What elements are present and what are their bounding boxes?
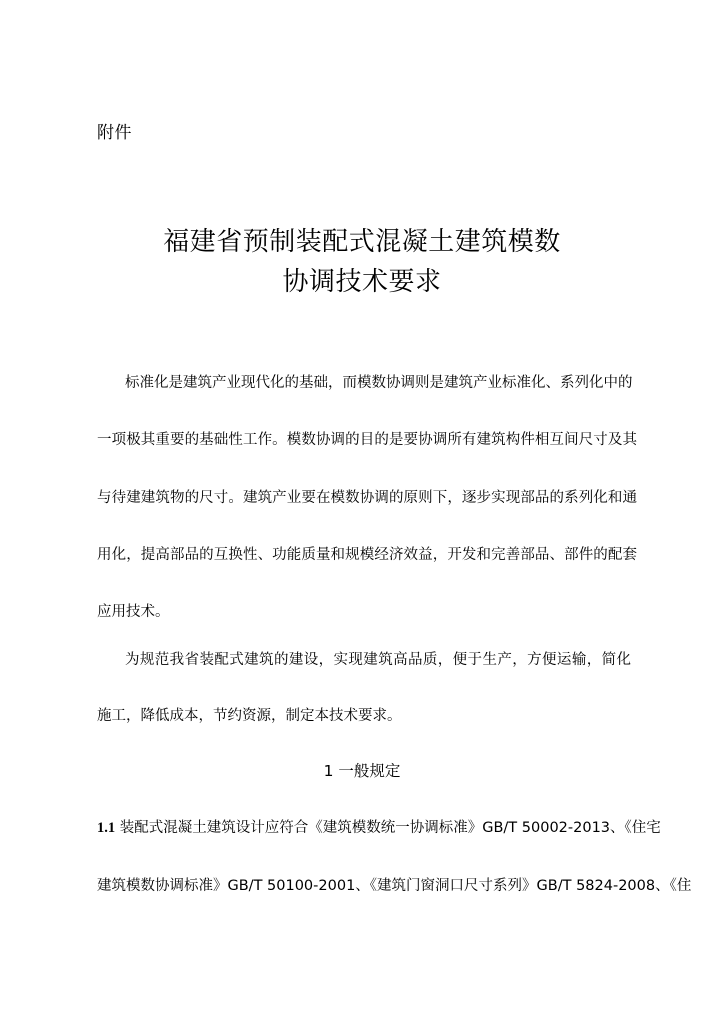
clause-1-1-line xyxy=(97,818,661,838)
section-heading: 1 一般规定 xyxy=(323,762,401,780)
document-title-line-1: 福建省预制装配式混凝土建筑模数 xyxy=(163,227,561,257)
paragraph-line: 标准化是建筑产业现代化的基础，而模数协调则是建筑产业标准化、系列化中的 xyxy=(125,375,633,391)
paragraph-line: 与待建建筑物的尺寸。建筑产业要在模数协调的原则下，逐步实现部品的系列化和通 xyxy=(97,490,637,506)
paragraph-line: 应用技术。 xyxy=(97,604,170,620)
paragraph-line: 一项极其重要的基础性工作。模数协调的目的是要协调所有建筑构件相互间尺寸及其 xyxy=(97,432,637,448)
paragraph-line: 施工，降低成本，节约资源，制定本技术要求。 xyxy=(97,708,402,724)
clause-1-1-line: 建筑模数协调标准》GB/T 50100-2001、《建筑门窗洞口尺寸系列》GB/T 5824-2008、《住 xyxy=(97,878,692,894)
attachment-label: 附件 xyxy=(97,123,132,143)
paragraph-line: 为规范我省装配式建筑的建设，实现建筑高品质，便于生产，方便运输，简化 xyxy=(125,652,631,668)
paragraph-line: 用化，提高部品的互换性、功能质量和规模经济效益，开发和完善部品、部件的配套 xyxy=(97,547,637,563)
clause-text: 装配式混凝土建筑设计应符合《建筑模数统一协调标准》GB/T 50002-2013、《住宅 xyxy=(119,820,661,836)
clause-number: 1.1 xyxy=(97,820,116,836)
document-title-line-2: 协调技术要求 xyxy=(282,267,442,297)
